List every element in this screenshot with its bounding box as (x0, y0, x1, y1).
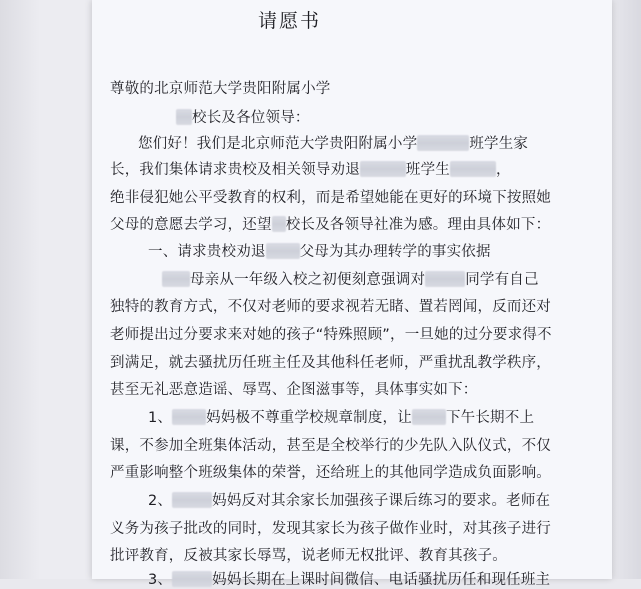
line-text: 到满足，就去骚扰历任班主任及其他科任老师，严重扰乱教学秩序， (110, 355, 551, 371)
redacted-name (172, 409, 206, 425)
body-line-12 (110, 434, 551, 455)
line-text: 下午长期不上 (445, 410, 535, 426)
body-line-15 (110, 517, 551, 538)
line-text: 独特的教育方式，不仅对老师的要求视若无睹、置若罔闻，反而还对 (110, 299, 551, 315)
line-text: 母亲从一年级入校之初便刻意强调对 (190, 272, 426, 288)
section-heading-1 (148, 240, 491, 261)
line-text: 同学有自己 (465, 272, 539, 288)
body-line-10 (110, 378, 478, 399)
line-text: 老师提出过分要求来对她的孩子“特殊照顾”，一旦她的过分要求得不 (110, 327, 552, 343)
list-number: 2、 (148, 493, 173, 509)
redacted-name (412, 409, 446, 425)
list-item-2 (148, 489, 550, 510)
redacted-name (425, 271, 465, 287)
line-text: 绝非侵犯她公平受教育的权利，而是希望她能在更好的环境下按照她 (110, 190, 551, 206)
list-number: 1、 (148, 410, 173, 426)
body-line-1 (138, 132, 528, 153)
redacted-class (360, 161, 406, 177)
line-text: 父母的意愿去学习，还望 (110, 217, 272, 233)
line-text: 义务为孩子批改的同时，发现其家长为孩子做作业时，对其孩子进行 (110, 521, 551, 537)
salutation-text: 尊敬的北京师范大学贵阳附属小学 (110, 81, 331, 97)
redacted-name (266, 243, 300, 259)
addressee-text: 校长及各位领导： (192, 110, 310, 126)
line-text: 校长及各领导社准为感。理由具体如下： (285, 217, 551, 233)
redacted-name (172, 492, 212, 508)
body-line-3 (110, 186, 551, 207)
line-text: 妈妈长期在上课时间微信、电话骚扰历任和现任班主 (212, 572, 551, 588)
line-text: 课，不参加全班集体活动，甚至是全校举行的少先队入队仪式，不仅 (110, 438, 551, 454)
list-number: 3、 (148, 572, 173, 588)
redacted-name (162, 271, 190, 287)
body-line-16 (110, 544, 507, 565)
line-text: 批评教育，反被其家长辱骂，说老师无权批评、教育其孩子。 (110, 548, 507, 564)
redacted-name (172, 571, 212, 587)
redacted-class (417, 135, 469, 151)
line-text: 妈妈反对其余家长加强孩子课后练习的要求。老师在 (212, 493, 551, 509)
salutation-line (110, 77, 331, 98)
list-item-3 (148, 568, 550, 589)
redacted-name (176, 109, 192, 125)
body-line-8 (110, 323, 552, 344)
body-line-2 (110, 158, 511, 179)
addressee-line (176, 106, 310, 127)
body-line-13 (110, 461, 551, 482)
line-text: 一、请求贵校劝退 (148, 244, 266, 260)
line-text: 甚至无礼恶意造谣、辱骂、企图滋事等，具体事实如下： (110, 382, 478, 398)
list-item-1 (148, 406, 534, 427)
body-line-7 (110, 295, 551, 316)
line-text: 您们好！我们是北京师范大学贵阳附属小学 (138, 136, 418, 152)
body-line-9 (110, 351, 551, 372)
line-text: 班学生 (405, 162, 451, 178)
line-text: 妈妈极不尊重学校规章制度，让 (206, 410, 412, 426)
line-text: ， (496, 162, 511, 178)
line-text: 父母为其办理转学的事实依据 (299, 244, 491, 260)
line-text: 长，我们集体请求贵校及相关领导劝退 (110, 162, 360, 178)
body-line-6 (162, 268, 539, 289)
line-text: 班学生家 (469, 136, 529, 152)
line-text: 严重影响整个班级集体的荣誉，还给班上的其他同学造成负面影响。 (110, 465, 551, 481)
body-line-4 (110, 213, 550, 234)
redacted-name (450, 161, 496, 177)
redacted-name (272, 216, 286, 232)
document-title: 请愿书 (258, 10, 322, 32)
